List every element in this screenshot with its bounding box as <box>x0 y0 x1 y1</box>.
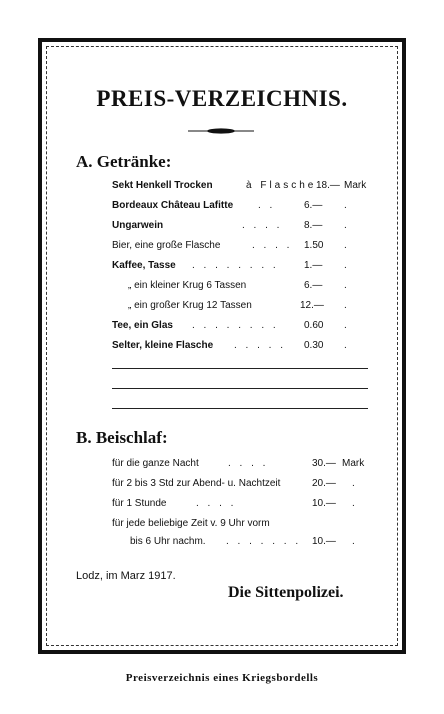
item-unit: . <box>344 300 347 311</box>
item-amount: 1.50 <box>304 240 324 251</box>
blank-line <box>112 408 368 409</box>
item-label: Bier, eine große Flasche <box>112 240 221 251</box>
item-label: für die ganze Nacht <box>112 458 199 469</box>
item-label: für jede beliebige Zeit v. 9 Uhr vorm <box>112 518 270 529</box>
item-amount: 20.— <box>312 478 336 489</box>
item-label: Sekt Henkell Trocken <box>112 180 213 191</box>
item-label: für 1 Stunde <box>112 498 167 509</box>
item-amount: 10.— <box>312 536 336 547</box>
item-unit: . <box>352 478 355 489</box>
item-fill: . . . . . <box>234 340 287 351</box>
item-fill: . . <box>258 200 276 211</box>
item-fill: . . . . <box>196 498 237 509</box>
item-unit: . <box>344 320 347 331</box>
caption: Preisverzeichnis eines Kriegsbordells <box>125 672 319 684</box>
item-label: Ungarwein <box>112 220 164 231</box>
section-heading-sleep: B. Beischlaf: <box>76 428 168 447</box>
item-unit: . <box>344 220 347 231</box>
item-unit: Mark <box>342 458 365 469</box>
item-label: für 2 bis 3 Std zur Abend- u. Nachtzeit <box>112 478 281 489</box>
item-amount: 6.— <box>304 200 323 211</box>
item-label: Tee, ein Glas <box>112 320 173 331</box>
item-unit: . <box>352 536 355 547</box>
item-unit: . <box>344 260 347 271</box>
item-fill: . . . . <box>242 220 283 231</box>
item-unit: . <box>344 340 347 351</box>
item-fill: . . . . <box>252 240 293 251</box>
item-label: „ ein kleiner Krug 6 Tassen <box>128 280 247 291</box>
item-fill: . . . . <box>228 458 269 469</box>
item-fill: . . . . . . . <box>226 536 302 547</box>
item-amount: 1.— <box>304 260 323 271</box>
signature: Die Sittenpolizei. <box>228 584 344 601</box>
item-label: Selter, kleine Flasche <box>112 340 214 351</box>
item-amount: 12.— <box>300 300 324 311</box>
item-amount: 10.— <box>312 498 336 509</box>
blank-line <box>112 368 368 369</box>
item-unit: . <box>344 200 347 211</box>
item-fill: à Flasche <box>246 180 317 191</box>
item-amount: 30.— <box>312 458 336 469</box>
place-date: Lodz, im Marz 1917. <box>76 570 176 582</box>
item-label: bis 6 Uhr nachm. <box>130 536 206 547</box>
item-amount: 0.60 <box>304 320 324 331</box>
item-amount: 6.— <box>304 280 323 291</box>
blank-line <box>112 388 368 389</box>
item-amount: 18.— <box>316 180 340 191</box>
page-title: PREIS-VERZEICHNIS. <box>96 86 348 111</box>
item-fill: . . . . . . . . <box>192 320 279 331</box>
title-ornament <box>188 127 254 135</box>
section-heading-drinks: A. Getränke: <box>76 152 172 171</box>
item-label: „ ein großer Krug 12 Tassen <box>128 300 252 311</box>
item-amount: 8.— <box>304 220 323 231</box>
item-unit: . <box>344 240 347 251</box>
item-unit: Mark <box>344 180 367 191</box>
item-unit: . <box>352 498 355 509</box>
item-amount: 0.30 <box>304 340 324 351</box>
item-unit: . <box>344 280 347 291</box>
item-fill: . . . . . . . . <box>192 260 279 271</box>
item-label: Bordeaux Château Lafitte <box>112 200 234 211</box>
item-label: Kaffee, Tasse <box>112 260 176 271</box>
